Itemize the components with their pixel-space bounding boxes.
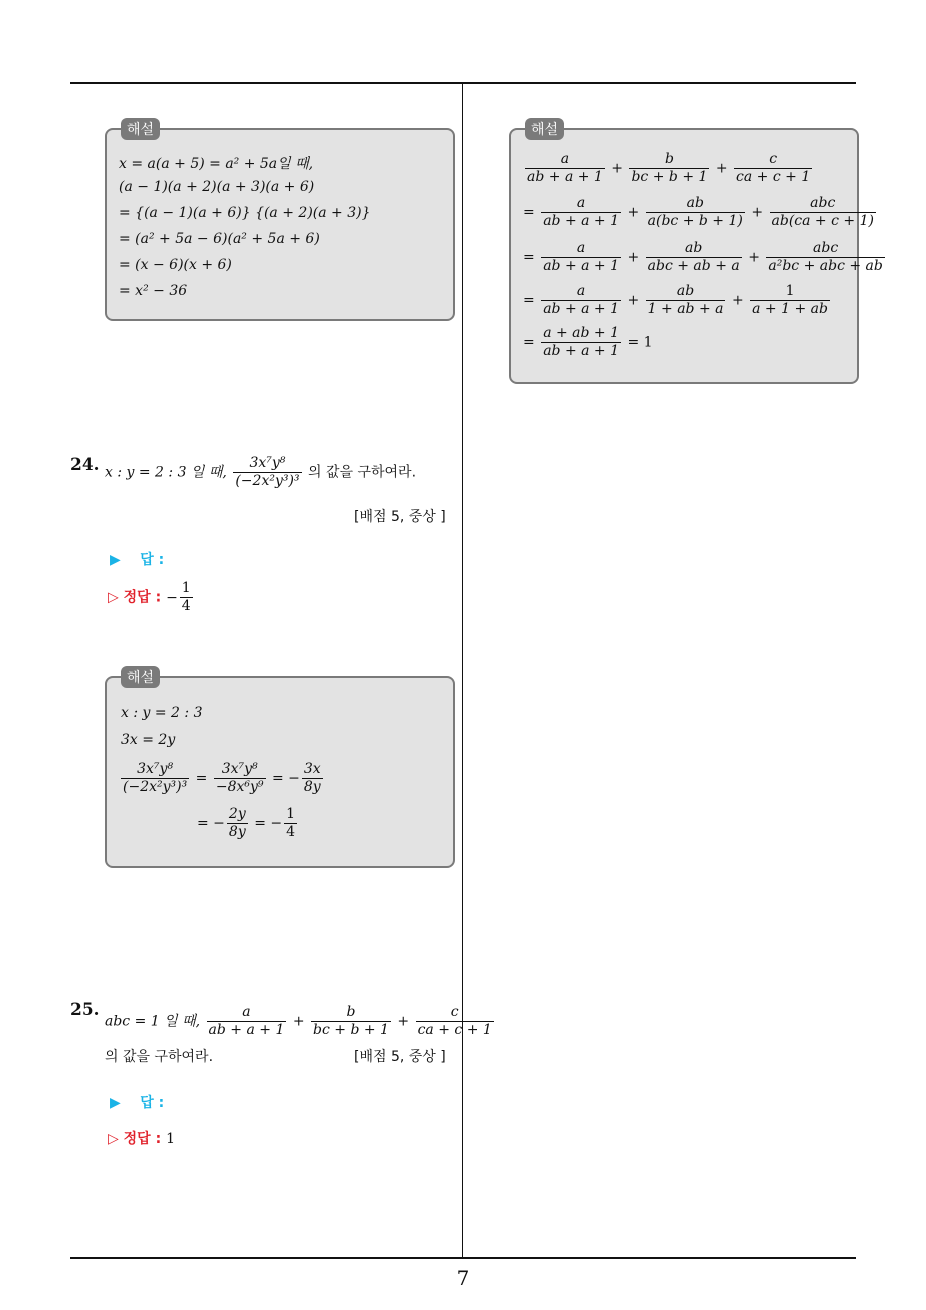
numerator: abc	[766, 240, 884, 258]
denominator: ab + a + 1	[543, 343, 620, 359]
denominator: 8y	[228, 824, 246, 840]
answer-label: 답 :	[140, 1095, 165, 1111]
numerator: a	[541, 240, 621, 258]
denominator: ab + a + 1	[543, 213, 620, 229]
correct-answer-line	[108, 1128, 175, 1148]
fraction	[525, 151, 605, 186]
outline-play-icon: ▷	[108, 1131, 119, 1147]
fraction	[233, 455, 301, 490]
denominator: a(bc + b + 1)	[647, 213, 743, 229]
denominator: a²bc + abc + ab	[768, 258, 883, 274]
fraction	[646, 195, 745, 230]
play-icon: ▶	[110, 552, 121, 568]
answer-line	[110, 1092, 164, 1112]
question-suffix: 의 값을 구하여라.	[105, 1049, 214, 1065]
numerator: c	[734, 151, 812, 169]
question-number: 25.	[70, 1000, 100, 1020]
numerator: 1	[181, 580, 191, 596]
fraction	[180, 580, 193, 615]
solution-box-3	[509, 122, 883, 384]
denominator: ca + c + 1	[417, 1022, 492, 1038]
minus-sign: −	[166, 589, 178, 606]
denominator: 4	[286, 824, 296, 840]
denominator: 1 + ab + a	[647, 301, 724, 317]
numerator: 3x⁷y⁸	[233, 455, 301, 473]
correct-label: 정답 :	[123, 1131, 162, 1147]
numerator: 3x⁷y⁸	[121, 761, 189, 779]
numerator: a	[541, 195, 621, 213]
fraction	[214, 761, 266, 796]
solution-tag: 해설	[525, 118, 564, 140]
numerator: ab	[646, 283, 726, 301]
solution-line: x : y = 2 : 3	[121, 705, 203, 721]
numerator: ab	[646, 240, 742, 258]
numerator: 1	[286, 806, 296, 822]
answer-label: 답 :	[140, 552, 165, 568]
correct-value: 1	[166, 1131, 175, 1147]
fraction	[541, 283, 621, 318]
denominator: ab + a + 1	[527, 169, 603, 185]
question-number: 24.	[70, 455, 100, 475]
answer-line	[110, 549, 164, 569]
numerator: a	[525, 151, 605, 169]
fraction	[734, 151, 812, 186]
points-label: [배점 5, 중상 ]	[354, 509, 446, 525]
numerator: ab	[646, 195, 745, 213]
solution-box-2	[105, 670, 455, 868]
fraction	[227, 806, 248, 841]
question-prefix: abc = 1 일 때,	[105, 1013, 201, 1030]
solution-line: = − $\frac{2y}{8y}$ = − $\frac{1}{4}$	[197, 806, 296, 840]
numerator: 3x⁷y⁸	[214, 761, 266, 779]
fraction	[311, 1004, 391, 1039]
result: = 1	[627, 334, 653, 351]
fraction	[541, 325, 621, 360]
top-rule	[70, 82, 856, 84]
numerator: a + ab + 1	[543, 325, 620, 341]
denominator: (−2x²y³)³	[123, 779, 188, 795]
solution-line: $\frac{a}{ab + a + 1}$ + $\frac{b}{bc + b + 1}$ + $\frac{c}{ca + c + 1}$	[527, 151, 811, 185]
column-divider	[462, 84, 463, 1258]
points-label: [배점 5, 중상 ]	[354, 1049, 446, 1065]
outline-play-icon: ▷	[108, 589, 119, 606]
bottom-rule	[70, 1257, 856, 1259]
play-icon: ▶	[110, 1095, 121, 1111]
numerator: 2y	[228, 806, 246, 822]
denominator: bc + b + 1	[631, 169, 708, 185]
numerator: 1	[750, 283, 830, 301]
solution-line: = $\frac{a}{ab + a + 1}$ + $\frac{ab}{a(bc + b + 1)}$ + $\frac{\text{abc}}{ab(ca + c + 1)}$	[523, 195, 874, 229]
denominator: abc + ab + a	[647, 258, 740, 274]
denominator: ab + a + 1	[208, 1022, 285, 1038]
correct-value	[166, 580, 195, 614]
denominator: ab + a + 1	[543, 301, 620, 317]
solution-line: = (x − 6)(x + 6)	[119, 257, 232, 273]
question-prefix: x : y = 2 : 3 일 때,	[105, 464, 227, 481]
solution-line: = {(a − 1)(a + 6)} {(a + 2)(a + 3)}	[119, 205, 371, 221]
numerator: a	[541, 283, 621, 301]
numerator: a	[207, 1004, 287, 1022]
numerator: b	[629, 151, 709, 169]
fraction	[207, 1004, 287, 1039]
question-suffix: 의 값을 구하여라.	[308, 464, 417, 481]
solution-line: = (a² + 5a − 6)(a² + 5a + 6)	[119, 231, 320, 247]
solution-line: = $\frac{a}{ab + a + 1}$ + $\frac{ab}{1 + ab + a}$ + $\frac{1}{a + 1 + ab}$	[523, 283, 828, 317]
correct-answer-line	[108, 580, 195, 615]
denominator: (−2x²y³)³	[235, 473, 300, 489]
solution-line: = $\frac{a + ab + 1}{ab + a + 1}$ = 1	[523, 325, 653, 359]
denominator: ca + c + 1	[736, 169, 811, 185]
denominator: ab + a + 1	[543, 258, 620, 274]
denominator: ab(ca + c + 1)	[771, 213, 874, 229]
fraction	[646, 240, 742, 275]
solution-tag: 해설	[121, 118, 160, 140]
fraction	[541, 195, 621, 230]
correct-label: 정답 :	[123, 589, 162, 606]
solution-line: x = a(a + 5) = a² + 5a일 때,	[119, 156, 314, 172]
denominator: a + 1 + ab	[752, 301, 828, 317]
page-number: 7	[456, 1266, 470, 1290]
denominator: −8x⁶y⁹	[215, 779, 264, 795]
numerator: abc	[770, 195, 876, 213]
fraction	[750, 283, 830, 318]
fraction	[416, 1004, 494, 1039]
fraction	[121, 761, 189, 796]
denominator: 4	[181, 598, 191, 614]
numerator: b	[311, 1004, 391, 1022]
fraction	[302, 761, 323, 796]
solution-line: = $\frac{a}{ab + a + 1}$ + $\frac{ab}{\text{abc + ab + a}}$ + $\frac{\text{abc}}{\text{a²bc + abc + ab}}$	[523, 240, 883, 274]
solution-line: 3x = 2y	[121, 732, 176, 748]
fraction	[541, 240, 621, 275]
solution-line: (a − 1)(a + 2)(a + 3)(a + 6)	[119, 179, 315, 195]
fraction	[646, 283, 726, 318]
fraction	[284, 806, 297, 841]
fraction	[629, 151, 709, 186]
question-text: abc = 1 일 때, $\frac{a}{ab + a + 1}$ + $\frac{b}{bc + b + 1}$ + $\frac{c}{ca + c + 1}$	[105, 1004, 492, 1038]
numerator: c	[416, 1004, 494, 1022]
solution-box-1	[105, 122, 455, 321]
denominator: bc + b + 1	[313, 1022, 389, 1038]
fraction	[766, 240, 884, 275]
denominator: 8y	[303, 779, 321, 795]
fraction	[770, 195, 876, 230]
solution-tag: 해설	[121, 666, 160, 688]
question-text	[105, 455, 416, 490]
solution-line: = x² − 36	[119, 283, 188, 299]
solution-line: $\frac{\text{3x⁷y⁸}}{\text{(−2x²y³)³}}$ = $\frac{\text{3x⁷y⁸}}{\text{−8x⁶y⁹}}$ = − $\frac{3x}{8y}$	[123, 761, 321, 795]
numerator: 3x	[302, 761, 323, 779]
